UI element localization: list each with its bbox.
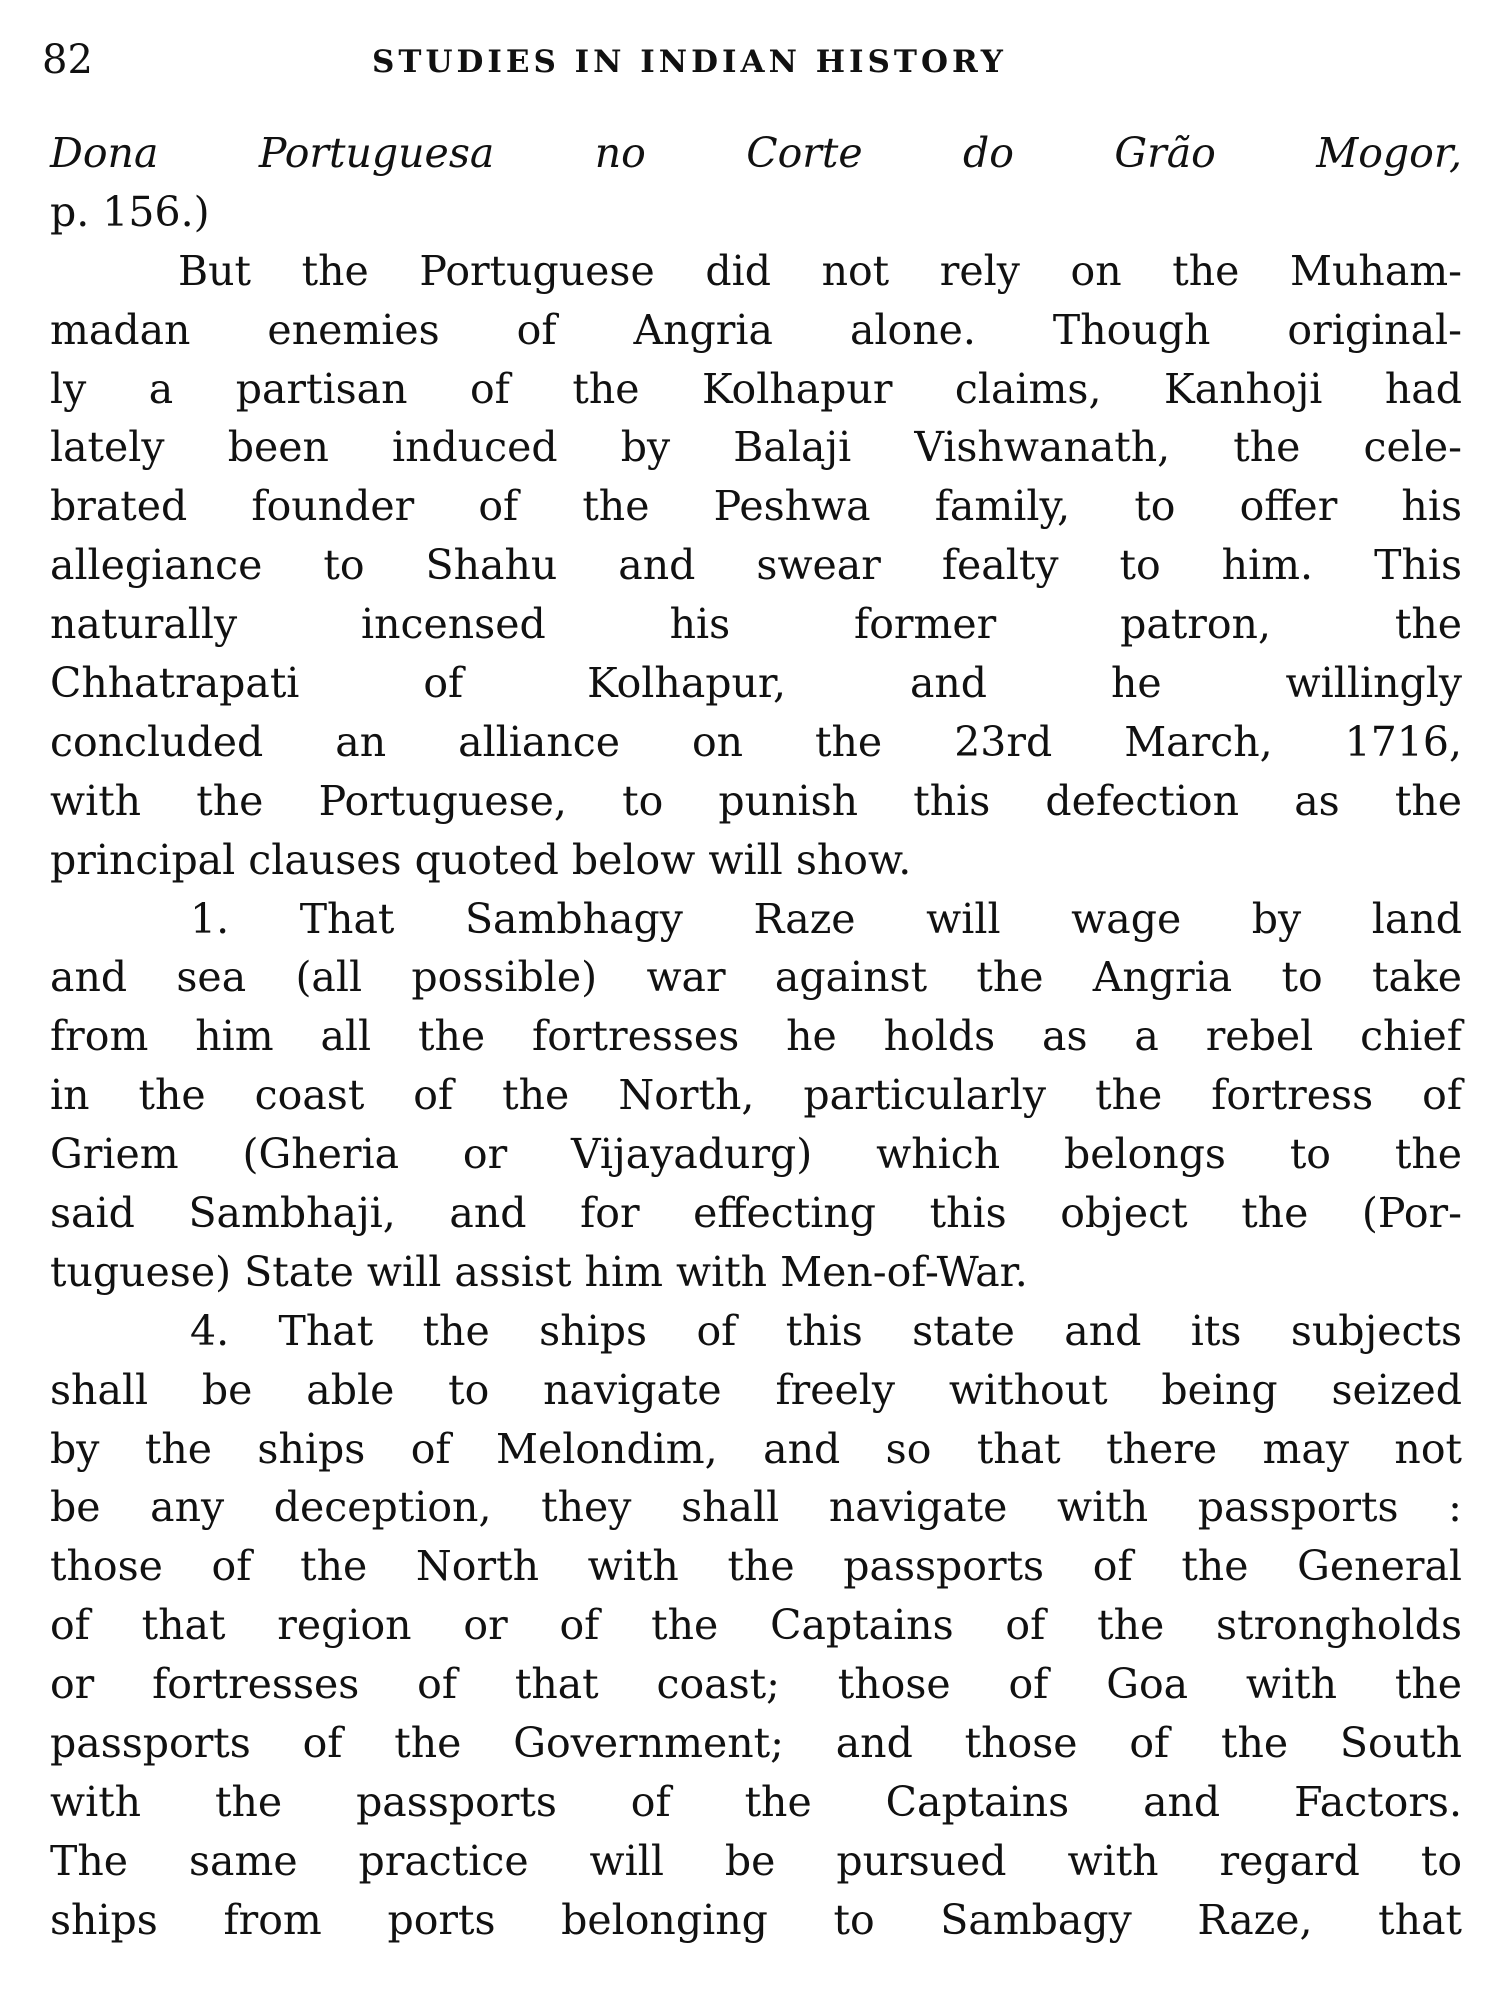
text-line: The same practice will be pursued with regard to	[50, 1836, 1462, 1885]
body-text	[50, 124, 1462, 1950]
text-line: and sea (all possible) war against the Angria to take	[50, 953, 1462, 1002]
text-line: said Sambhaji, and for effecting this object the (Por-	[50, 1189, 1462, 1238]
text-line: 1. That Sambhagy Raze will wage by land	[190, 894, 1462, 943]
text-line: shall be able to navigate freely without being seized	[50, 1365, 1462, 1414]
text-line: ships from ports belonging to Sambagy Raze, that	[50, 1895, 1462, 1944]
text-line: tuguese) State will assist him with Men-of-War.	[50, 1247, 1028, 1296]
running-title: STUDIES IN INDIAN HISTORY	[372, 44, 1007, 80]
text-line: ly a partisan of the Kolhapur claims, Kanhoji had	[50, 364, 1462, 413]
text-line: 4. That the ships of this state and its subjects	[190, 1306, 1462, 1355]
text-line: naturally incensed his former patron, the	[50, 600, 1462, 649]
text-line: lately been induced by Balaji Vishwanath, the cele-	[50, 423, 1462, 472]
running-head	[42, 30, 1462, 90]
text-line: in the coast of the North, particularly the fortress of	[50, 1071, 1462, 1120]
text-line: or fortresses of that coast; those of Goa with the	[50, 1660, 1462, 1709]
text-line: madan enemies of Angria alone. Though original-	[50, 305, 1462, 354]
text-line: of that region or of the Captains of the strongholds	[50, 1601, 1462, 1650]
text-line: allegiance to Shahu and swear fealty to him. This	[50, 541, 1462, 590]
text-line: from him all the fortresses he holds as a rebel chief	[50, 1012, 1462, 1061]
text-line: Dona Portuguesa no Corte do Grão Mogor,	[50, 129, 1462, 177]
text-line: passports of the Government; and those of the South	[50, 1719, 1462, 1768]
text-line: But the Portuguese did not rely on the Muham-	[178, 246, 1462, 295]
text-line: by the ships of Melondim, and so that there may not	[50, 1424, 1462, 1473]
text-line: concluded an alliance on the 23rd March, 1716,	[50, 717, 1462, 766]
page-number: 82	[42, 37, 93, 83]
text-line: with the passports of the Captains and Factors.	[50, 1777, 1462, 1826]
text-line: brated founder of the Peshwa family, to offer his	[50, 482, 1462, 531]
text-line: with the Portuguese, to punish this defection as the	[50, 776, 1462, 825]
text-line: Griem (Gheria or Vijayadurg) which belongs to the	[50, 1130, 1462, 1179]
text-line: those of the North with the passports of the General	[50, 1542, 1462, 1591]
text-line: principal clauses quoted below will show.	[50, 835, 912, 884]
text-line: p. 156.)	[50, 187, 210, 236]
text-line: Chhatrapati of Kolhapur, and he willingly	[50, 659, 1462, 708]
text-line: be any deception, they shall navigate with passports :	[50, 1483, 1462, 1532]
